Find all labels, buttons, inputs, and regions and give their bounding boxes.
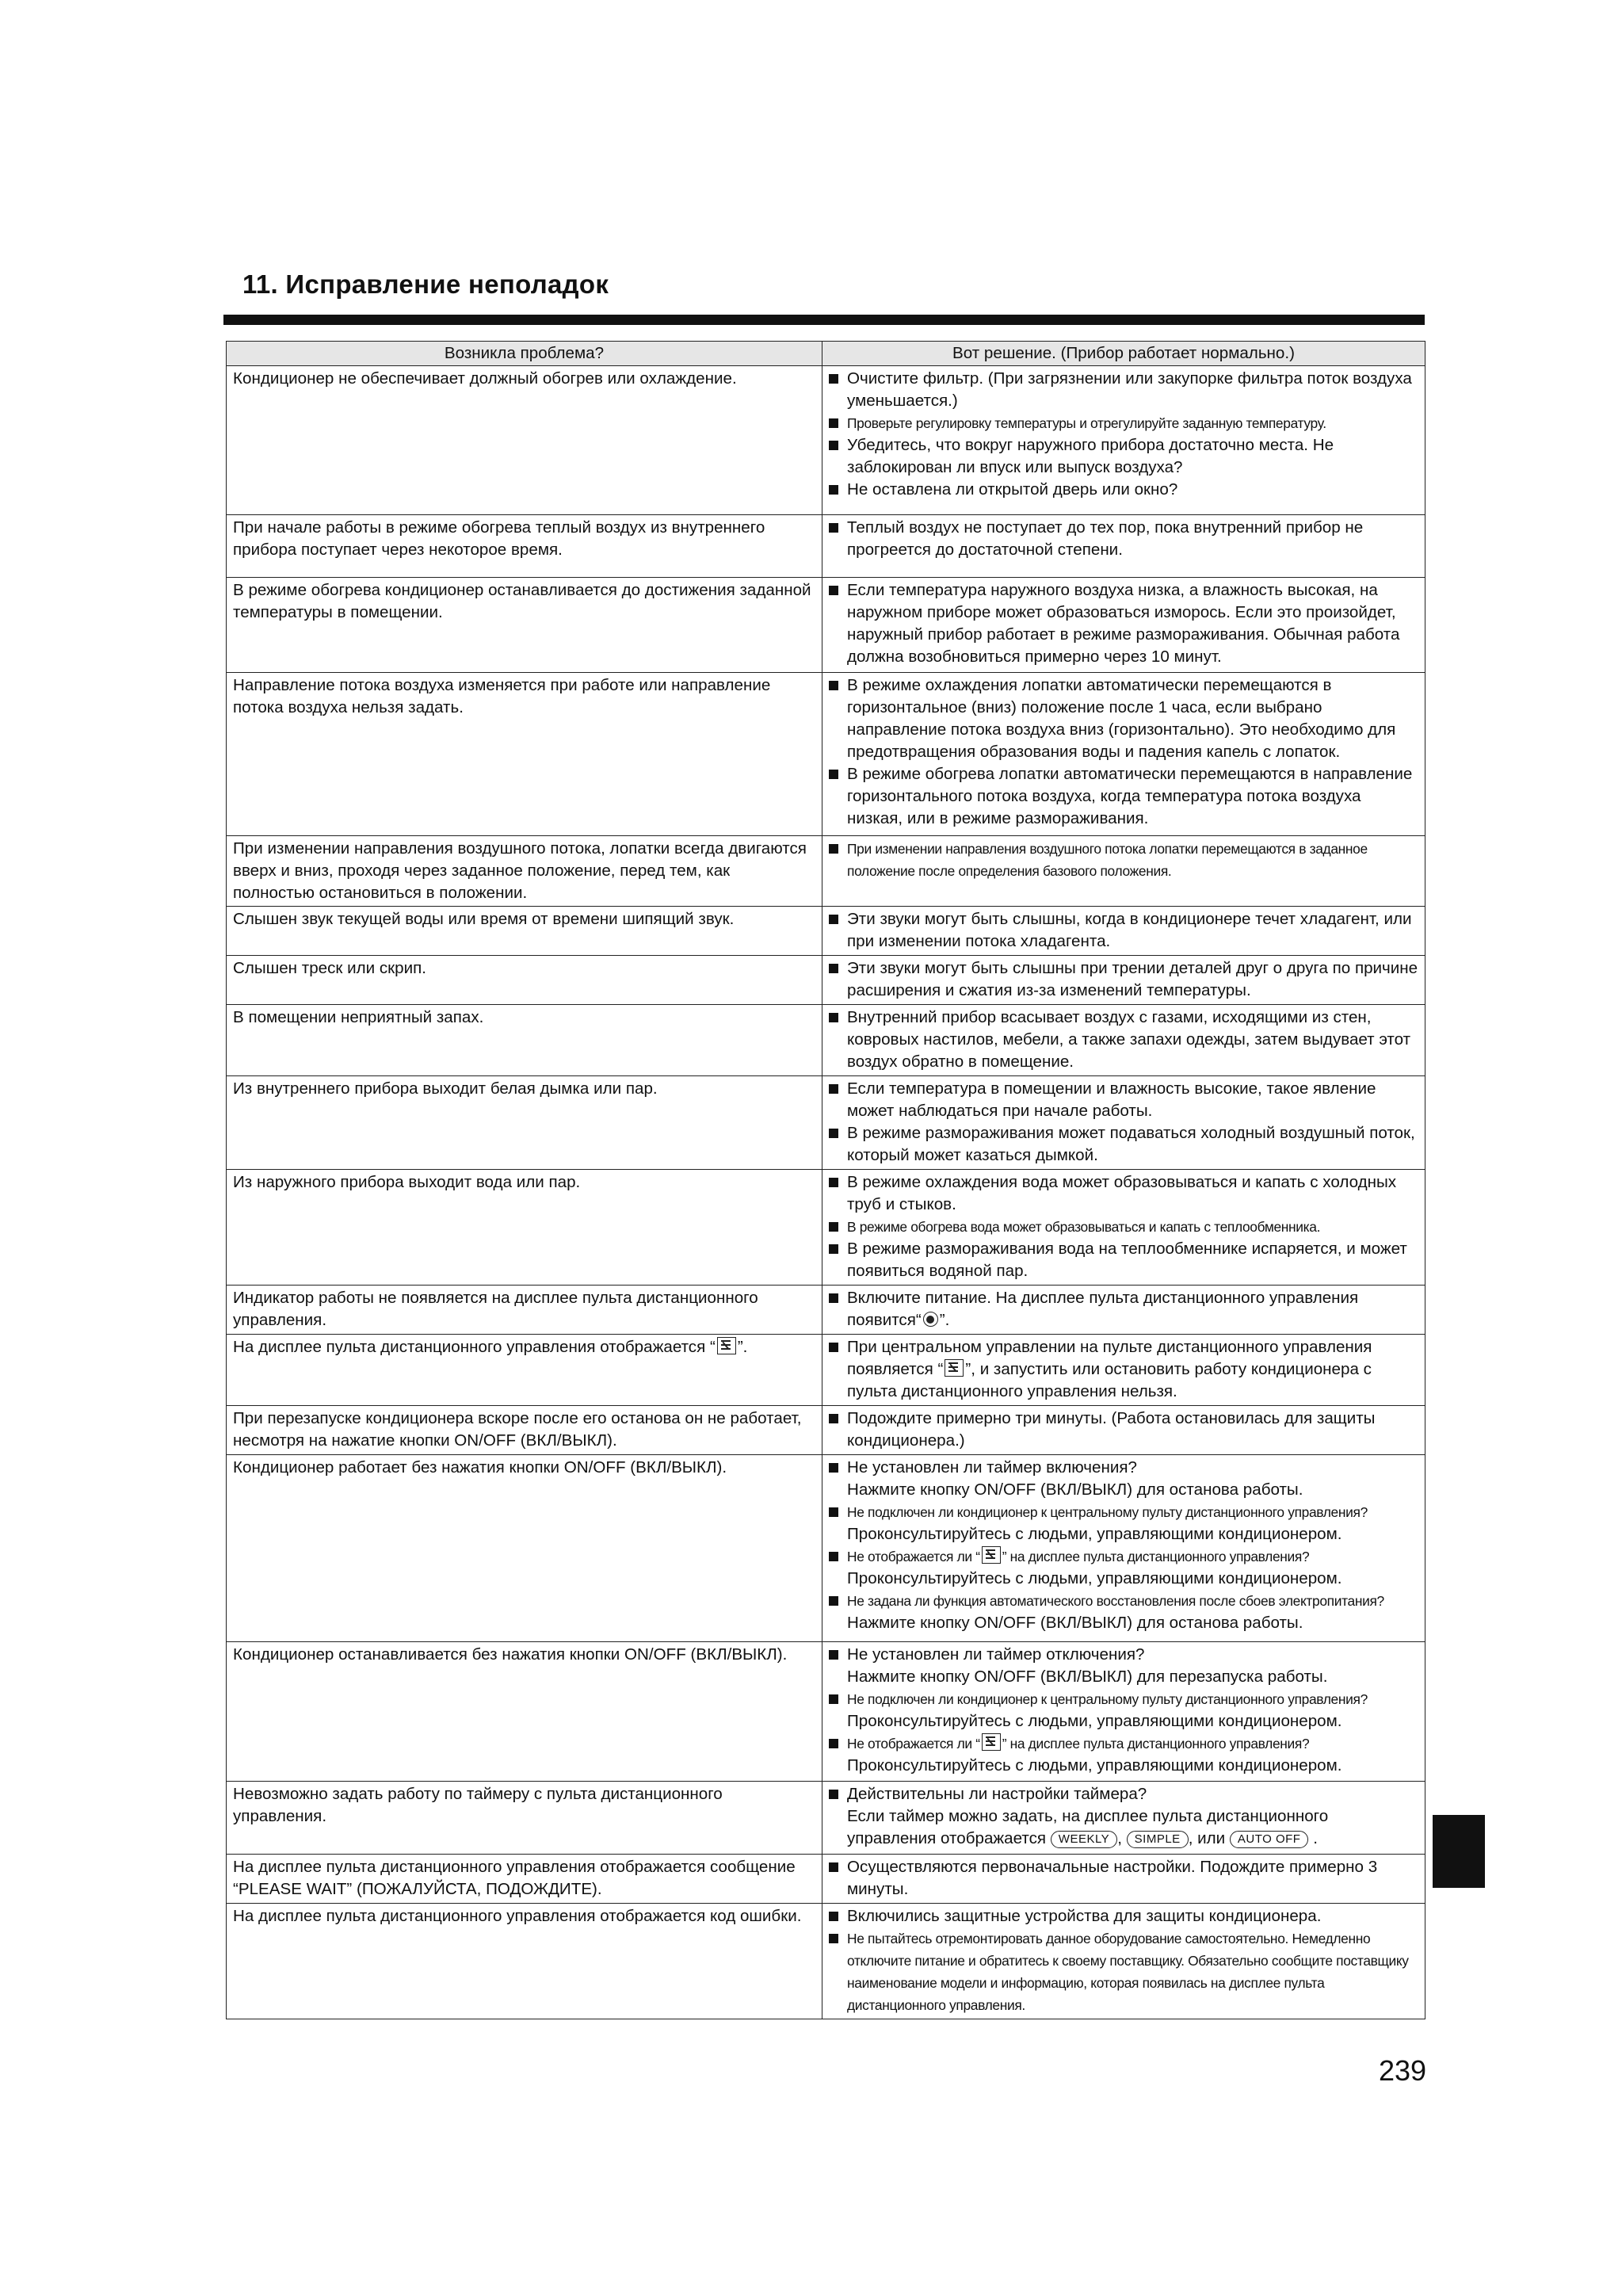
square-bullet-icon	[829, 1343, 838, 1352]
table-row	[227, 1855, 1425, 1904]
solution-item: Не задана ли функция автоматического восстановления после сбоев электропитания? Нажмите кнопку ON/OFF (ВКЛ/ВЫКЛ) для останова работы.	[829, 1590, 1418, 1634]
square-bullet-icon	[829, 485, 838, 495]
table-row	[227, 578, 1425, 673]
section-title: 11. Исправление неполадок	[242, 269, 609, 299]
problem-cell: Невозможно задать работу по таймеру с пульта дистанционного управления.	[227, 1782, 822, 1855]
central-control-icon	[717, 1337, 736, 1354]
solution-item: В режиме размораживания вода на теплообменнике испаряется, и может появиться водяной пар.	[829, 1238, 1418, 1282]
solution-cell	[822, 1904, 1425, 2019]
solution-item: Эти звуки могут быть слышны при трении деталей друг о друга по причине расширения и сжатия из-за изменений температуры.	[829, 957, 1418, 1002]
square-bullet-icon	[829, 1222, 838, 1232]
header-solution: Вот решение. (Прибор работает нормально.)	[822, 342, 1425, 366]
problem-cell: На дисплее пульта дистанционного управления отображается код ошибки.	[227, 1904, 822, 2019]
square-bullet-icon	[829, 1414, 838, 1423]
solution-cell	[822, 1855, 1425, 1904]
simple-mode-indicator: SIMPLE	[1127, 1831, 1189, 1848]
table-row	[227, 836, 1425, 907]
square-bullet-icon	[829, 1507, 838, 1517]
table-row	[227, 1170, 1425, 1286]
solution-item: В режиме охлаждения лопатки автоматически перемещаются в горизонтальное (вниз) положение после 1 часа, если выбрано направление потока воздуха вниз (горизонтально). Это необходимо для предотвращения образования воды и падения капель с лопаток.	[829, 674, 1418, 763]
solution-item: При изменении направления воздушного потока лопатки перемещаются в заданное положение после определения базового положения.	[829, 838, 1418, 882]
operation-indicator-icon	[923, 1312, 938, 1327]
problem-cell: Слышен треск или скрип.	[227, 956, 822, 1005]
square-bullet-icon	[829, 418, 838, 428]
solution-cell	[822, 1005, 1425, 1076]
table-row	[227, 1455, 1425, 1642]
solution-item: Убедитесь, что вокруг наружного прибора достаточно места. Не заблокирован ли впуск или выпуск воздуха?	[829, 434, 1418, 479]
solution-item: Не отображается ли “ ” на дисплее пульта дистанционного управления? Проконсультируйтесь с людьми, управляющими кондиционером.	[829, 1733, 1418, 1777]
problem-cell: В помещении неприятный запах.	[227, 1005, 822, 1076]
table-row	[227, 1904, 1425, 2019]
auto-off-mode-indicator: AUTO OFF	[1230, 1831, 1309, 1848]
solution-item: Включились защитные устройства для защиты кондиционера.	[829, 1905, 1418, 1927]
solution-item: Не подключен ли кондиционер к центральному пульту дистанционного управления? Проконсультируйтесь с людьми, управляющими кондиционером.	[829, 1688, 1418, 1733]
square-bullet-icon	[829, 586, 838, 595]
square-bullet-icon	[829, 681, 838, 690]
solution-item: В режиме обогрева вода может образовываться и капать с теплообменника.	[829, 1216, 1418, 1238]
square-bullet-icon	[829, 1244, 838, 1254]
problem-cell: Из наружного прибора выходит вода или пар.	[227, 1170, 822, 1286]
square-bullet-icon	[829, 1463, 838, 1473]
solution-item: В режиме обогрева лопатки автоматически перемещаются в направление горизонтального потока воздуха, когда температура потока воздуха низкая, или в режиме размораживания.	[829, 763, 1418, 830]
square-bullet-icon	[829, 1178, 838, 1187]
central-control-icon	[945, 1359, 964, 1377]
square-bullet-icon	[829, 770, 838, 779]
problem-cell: Кондиционер не обеспечивает должный обогрев или охлаждение.	[227, 366, 822, 515]
problem-cell: В режиме обогрева кондиционер останавливается до достижения заданной температуры в помещении.	[227, 578, 822, 673]
solution-item: Очистите фильтр. (При загрязнении или закупорке фильтра поток воздуха уменьшается.)	[829, 368, 1418, 412]
title-rule	[223, 315, 1425, 325]
solution-item: Эти звуки могут быть слышны, когда в кондиционере течет хладагент, или при изменении потока хладагента.	[829, 908, 1418, 953]
square-bullet-icon	[829, 1790, 838, 1799]
table-row	[227, 1642, 1425, 1782]
table-row	[227, 956, 1425, 1005]
solution-item: Подождите примерно три минуты. (Работа остановилась для защиты кондиционера.)	[829, 1408, 1418, 1452]
solution-item: Теплый воздух не поступает до тех пор, пока внутренний прибор не прогреется до достаточной степени.	[829, 517, 1418, 561]
table-row	[227, 673, 1425, 836]
solution-item: Если температура наружного воздуха низка, а влажность высокая, на наружном приборе может образоваться изморось. Если это произойдет, наружный прибор работает в режиме размораживания. Обычная работа должна возобновиться примерно через 10 минут.	[829, 579, 1418, 668]
problem-cell: Индикатор работы не появляется на дисплее пульта дистанционного управления.	[227, 1286, 822, 1335]
table-row	[227, 1406, 1425, 1455]
page-number: 239	[1379, 2054, 1427, 2087]
solution-item: Не установлен ли таймер включения? Нажмите кнопку ON/OFF (ВКЛ/ВЫКЛ) для останова работы.	[829, 1457, 1418, 1501]
solution-cell	[822, 366, 1425, 515]
table-row	[227, 907, 1425, 956]
problem-cell: При перезапуске кондиционера вскоре после его останова он не работает, несмотря на нажатие кнопки ON/OFF (ВКЛ/ВЫКЛ).	[227, 1406, 822, 1455]
solution-item: В режиме размораживания может подаваться холодный воздушный поток, который может казаться дымкой.	[829, 1122, 1418, 1167]
problem-cell: Из внутреннего прибора выходит белая дымка или пар.	[227, 1076, 822, 1170]
solution-cell	[822, 1782, 1425, 1855]
solution-cell	[822, 1335, 1425, 1406]
square-bullet-icon	[829, 1650, 838, 1660]
solution-cell	[822, 1286, 1425, 1335]
problem-cell: На дисплее пульта дистанционного управления отображается сообщение “PLEASE WAIT” (ПОЖАЛУЙСТА, ПОДОЖДИТЕ).	[227, 1855, 822, 1904]
solution-item: Не пытайтесь отремонтировать данное оборудование самостоятельно. Немедленно отключите питание и обратитесь к своему поставщику. Обязательно сообщите поставщику наименование модели и информацию, которая появилась на дисплее пульта дистанционного управления.	[829, 1927, 1418, 2016]
solution-item: Если температура в помещении и влажность высокие, такое явление может наблюдаться при начале работы.	[829, 1078, 1418, 1122]
square-bullet-icon	[829, 374, 838, 384]
square-bullet-icon	[829, 964, 838, 973]
solution-cell	[822, 956, 1425, 1005]
table-row	[227, 515, 1425, 578]
solution-item: В режиме охлаждения вода может образовываться и капать с холодных труб и стыков.	[829, 1171, 1418, 1216]
problem-cell: При изменении направления воздушного потока, лопатки всегда двигаются вверх и вниз, проходя через заданное положение, перед тем, как полностью остановиться в положении.	[227, 836, 822, 907]
problem-cell: На дисплее пульта дистанционного управления отображается “ ”.	[227, 1335, 822, 1406]
table-row	[227, 1782, 1425, 1855]
header-problem: Возникла проблема?	[227, 342, 822, 366]
problem-cell: При начале работы в режиме обогрева теплый воздух из внутреннего прибора поступает через некоторое время.	[227, 515, 822, 578]
square-bullet-icon	[829, 1934, 838, 1943]
solution-cell	[822, 1076, 1425, 1170]
solution-cell	[822, 673, 1425, 836]
central-control-icon	[982, 1733, 1001, 1751]
weekly-mode-indicator: WEEKLY	[1051, 1831, 1117, 1848]
section-side-tab	[1433, 1815, 1485, 1888]
solution-item: Не установлен ли таймер отключения? Нажмите кнопку ON/OFF (ВКЛ/ВЫКЛ) для перезапуска работы.	[829, 1644, 1418, 1688]
square-bullet-icon	[829, 1129, 838, 1138]
square-bullet-icon	[829, 1013, 838, 1022]
square-bullet-icon	[829, 1739, 838, 1748]
square-bullet-icon	[829, 1084, 838, 1094]
solution-cell	[822, 578, 1425, 673]
solution-cell	[822, 1455, 1425, 1642]
square-bullet-icon	[829, 1862, 838, 1872]
square-bullet-icon	[829, 523, 838, 533]
solution-cell	[822, 907, 1425, 956]
square-bullet-icon	[829, 1293, 838, 1303]
solution-item: Не отображается ли “ ” на дисплее пульта дистанционного управления? Проконсультируйтесь с людьми, управляющими кондиционером.	[829, 1545, 1418, 1590]
square-bullet-icon	[829, 1552, 838, 1561]
troubleshooting-table	[226, 341, 1425, 2019]
solution-item: Осуществляются первоначальные настройки. Подождите примерно 3 минуты.	[829, 1856, 1418, 1901]
solution-cell	[822, 1406, 1425, 1455]
square-bullet-icon	[829, 1596, 838, 1606]
square-bullet-icon	[829, 844, 838, 854]
problem-cell: Направление потока воздуха изменяется при работе или направление потока воздуха нельзя задать.	[227, 673, 822, 836]
solution-item: Действительны ли настройки таймера? Если таймер можно задать, на дисплее пульта дистанционного управления отображается WEEKLY , SIMPLE , или AUTO OFF .	[829, 1783, 1418, 1850]
solution-cell	[822, 836, 1425, 907]
table-row	[227, 1076, 1425, 1170]
solution-item: Внутренний прибор всасывает воздух с газами, исходящими из стен, ковровых настилов, мебели, а также запахи одежды, затем выдувает этот воздух обратно в помещение.	[829, 1007, 1418, 1073]
solution-item: Не оставлена ли открытой дверь или окно?	[829, 479, 1418, 501]
square-bullet-icon	[829, 1912, 838, 1921]
problem-cell: Кондиционер работает без нажатия кнопки ON/OFF (ВКЛ/ВЫКЛ).	[227, 1455, 822, 1642]
table-header-row	[227, 342, 1425, 366]
solution-item: При центральном управлении на пульте дистанционного управления появляется “ ”, и запустить или остановить работу кондиционера с пульта дистанционного управления нельзя.	[829, 1336, 1418, 1403]
central-control-icon	[982, 1546, 1001, 1564]
square-bullet-icon	[829, 915, 838, 924]
table-row	[227, 1286, 1425, 1335]
solution-item: Проверьте регулировку температуры и отрегулируйте заданную температуру.	[829, 412, 1418, 434]
square-bullet-icon	[829, 1694, 838, 1704]
solution-item: Включите питание. На дисплее пульта дистанционного управления появится“ ”.	[829, 1287, 1418, 1331]
problem-cell: Слышен звук текущей воды или время от времени шипящий звук.	[227, 907, 822, 956]
solution-item: Не подключен ли кондиционер к центральному пульту дистанционного управления? Проконсультируйтесь с людьми, управляющими кондиционером.	[829, 1501, 1418, 1545]
solution-cell	[822, 1642, 1425, 1782]
table-row	[227, 366, 1425, 515]
table-row	[227, 1335, 1425, 1406]
solution-cell	[822, 515, 1425, 578]
problem-cell: Кондиционер останавливается без нажатия кнопки ON/OFF (ВКЛ/ВЫКЛ).	[227, 1642, 822, 1782]
solution-cell	[822, 1170, 1425, 1286]
table-row	[227, 1005, 1425, 1076]
square-bullet-icon	[829, 441, 838, 450]
